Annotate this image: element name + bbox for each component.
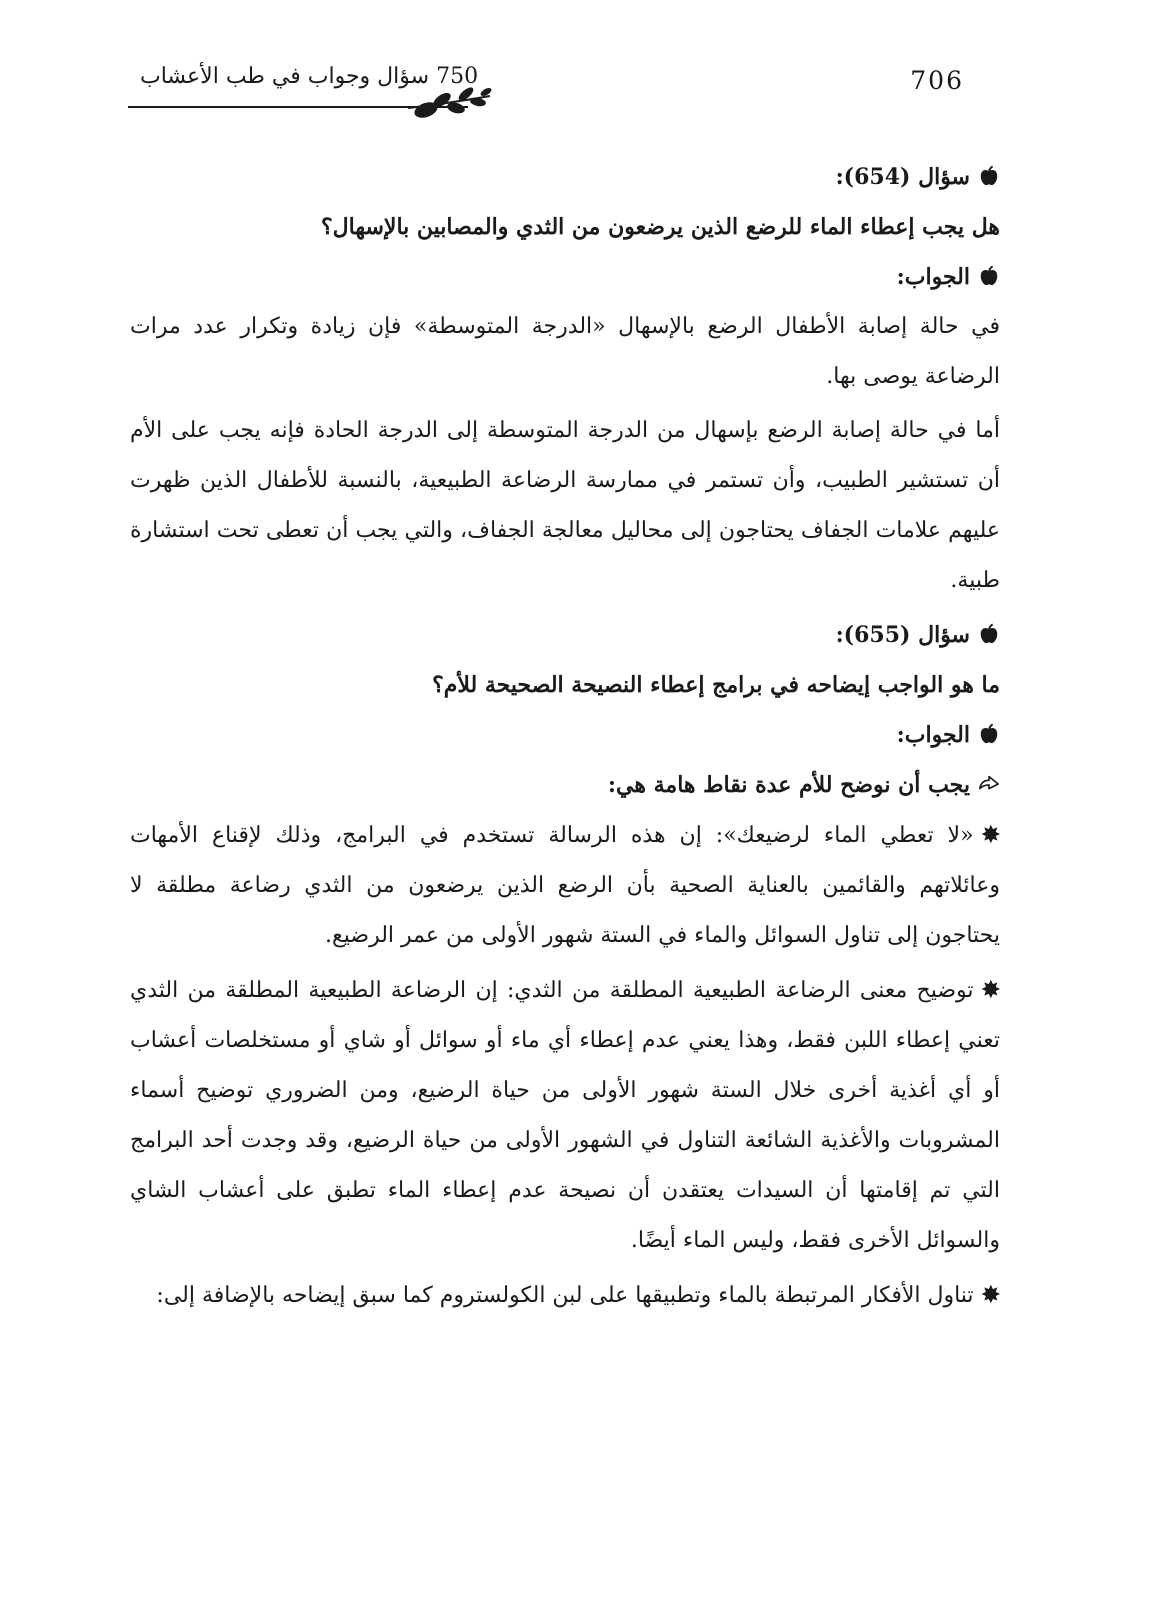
- pointing-hand-icon: [978, 773, 1000, 795]
- leaf-branch-icon: [404, 86, 494, 120]
- answer-label-text: الجواب:: [896, 264, 970, 290]
- answer-intro: [130, 760, 1000, 810]
- bullet-text: تناول الأفكار المرتبطة بالماء وتطبيقها على لبن الكولستروم كما سبق إيضاحه بالإضافة إلى:: [156, 1283, 974, 1308]
- apple-icon: [978, 623, 1000, 645]
- answer-paragraph: في حالة إصابة الأطفال الرضع بالإسهال «الدرجة المتوسطة» فإن زيادة وتكرار عدد مرات الرضاعة يوصى بها.: [130, 314, 1000, 389]
- bullet-text: «لا تعطي الماء لرضيعك»: إن هذه الرسالة تستخدم في البرامج، وذلك لإقناع الأمهات وعائلاتهم والقائمين بالعناية الصحية بأن الرضع الذين يرضعون من الثدي رضاعة مطلقة لا يحتاجون إلى تناول السوائل والماء في الستة شهور الأولى من عمر الرضيع.: [130, 823, 1000, 948]
- answer-label: [130, 252, 1000, 302]
- question-label-text: سؤال (654):: [835, 164, 970, 190]
- apple-icon: [978, 265, 1000, 287]
- bullet-text: توضيح معنى الرضاعة الطبيعية المطلقة من الثدي: إن الرضاعة الطبيعية المطلقة من الثدي تعني إعطاء اللبن فقط، وهذا يعني عدم إعطاء أي ماء أو سوائل أو شاي أو مستخلصات أعشاب أو أي أغذية أخرى خلال الستة شهور الأولى من حياة الرضيع، ومن الضروري توضيح أسماء المشروبات والأغذية الشائعة التناول في الشهور الأولى من حياة الرضيع، وقد وجدت أحد البرامج التي تم إقامتها أن السيدات يعتقدن أن نصيحة عدم إعطاء الماء تطبق على أعشاب الشاي والسوائل الأخرى فقط، وليس الماء أيضًا.: [130, 978, 1001, 1253]
- bullet-paragraph: [130, 1270, 1000, 1321]
- bullet-star-icon: ✸: [981, 977, 1000, 1003]
- answer-label-text: الجواب:: [896, 722, 970, 748]
- page-content: [130, 152, 1000, 1321]
- page-header: [128, 56, 988, 126]
- bullet-star-icon: ✸: [981, 822, 1000, 848]
- question-label: [130, 610, 1000, 660]
- question-text: ما هو الواجب إيضاحه في برامج إعطاء النصيحة الصحيحة للأم؟: [432, 672, 1000, 698]
- answer-intro-text: يجب أن نوضح للأم عدة نقاط هامة هي:: [607, 772, 970, 798]
- question-label: [130, 152, 1000, 202]
- bullet-star-icon: ✸: [981, 1282, 1000, 1308]
- page-number: 706: [910, 66, 964, 95]
- apple-icon: [978, 165, 1000, 187]
- bullet-paragraph: [130, 965, 1000, 1266]
- answer-label: [130, 710, 1000, 760]
- bullet-paragraph: [130, 810, 1000, 961]
- book-title: 750 سؤال وجواب في طب الأعشاب: [140, 64, 479, 89]
- apple-icon: [978, 723, 1000, 745]
- question-label-text: سؤال (655):: [835, 622, 970, 648]
- answer-paragraph: أما في حالة إصابة الرضع بإسهال من الدرجة المتوسطة إلى الدرجة الحادة فإنه يجب على الأم أن تستشير الطبيب، وأن تستمر في ممارسة الرضاعة الطبيعية، بالنسبة للأطفال الذين ظهرت عليهم علامات الجفاف يحتاجون إلى محاليل معالجة الجفاف، والتي يجب أن تعطى تحت استشارة طبية.: [130, 418, 1000, 593]
- question-text: هل يجب إعطاء الماء للرضع الذين يرضعون من الثدي والمصابين بالإسهال؟: [320, 214, 1000, 240]
